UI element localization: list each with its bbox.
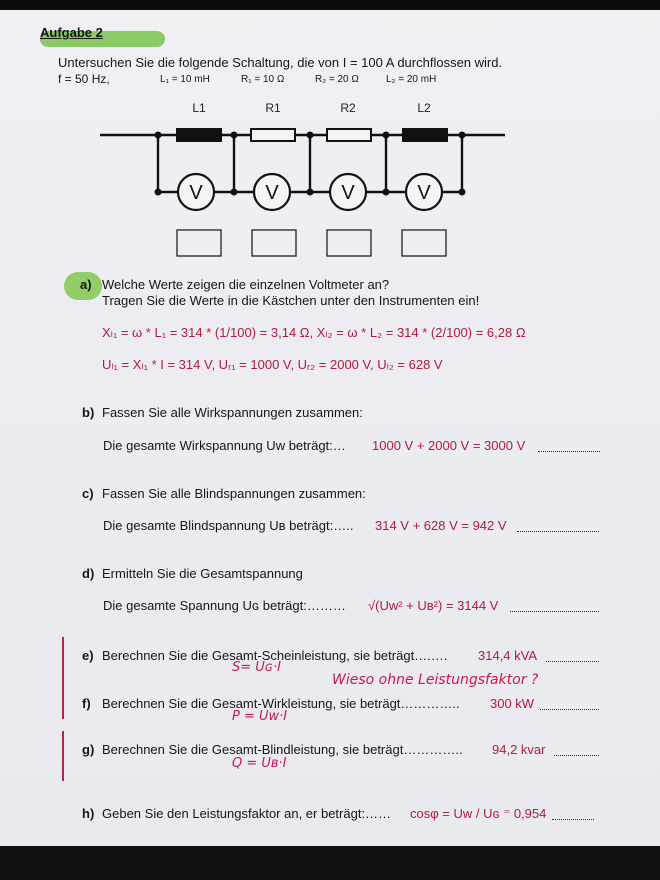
part-a-letter: a) <box>80 277 92 292</box>
circuit-diagram <box>0 95 660 265</box>
part-c-prefix: Die gesamte Blindspannung Uʙ beträgt:….. <box>103 518 354 533</box>
part-b-letter: b) <box>82 405 95 420</box>
part-b-prefix: Die gesamte Wirkspannung Uᴡ beträgt:… <box>103 438 346 453</box>
part-a-question-2: Tragen Sie die Werte in die Kästchen unter den Instrumenten ein! <box>102 293 480 308</box>
part-f-answer: 300 kW <box>490 696 535 711</box>
task-intro: Untersuchen Sie die folgende Schaltung, die von I = 100 A durchflossen wird. <box>58 55 503 70</box>
part-d-letter: d) <box>82 566 95 581</box>
bottom-edge <box>0 846 660 880</box>
part-f-letter: f) <box>82 696 91 711</box>
answer-box-3 <box>327 230 371 256</box>
label-l1: L1 <box>192 101 206 115</box>
part-h-letter: h) <box>82 806 95 821</box>
label-l2: L2 <box>417 101 431 115</box>
resistor-r1 <box>251 129 295 141</box>
part-e-answer: 314,4 kVA <box>478 648 538 663</box>
part-e-letter: e) <box>82 648 94 663</box>
part-b-answer: 1000 V + 2000 V = 3000 V <box>372 438 526 453</box>
part-c-letter: c) <box>82 486 94 501</box>
part-f-question: Berechnen Sie die Gesamt-Wirkleistung, sie beträgt………….. <box>102 696 460 711</box>
task-title: Aufgabe 2 <box>40 25 103 40</box>
part-a-answer-reactance: Xₗ₁ = ω * L₁ = 314 * (1/100) = 3,14 Ω, Xₗ₂ = ω * L₂ = 314 * (2/100) = 6,28 Ω <box>102 325 526 340</box>
part-h-answer: cosφ = Uᴡ / Uɢ ⁼ 0,954 <box>410 806 547 821</box>
part-g-dotted-line <box>554 755 599 756</box>
part-e-question: Berechnen Sie die Gesamt-Scheinleistung, sie beträgt….…. <box>102 648 448 663</box>
part-a-question-1: Welche Werte zeigen die einzelnen Voltmeter an? <box>102 277 390 292</box>
param-r1: R₁ = 10 Ω <box>241 74 285 85</box>
param-l2: L₂ = 20 mH <box>386 74 437 85</box>
part-c-question: Fassen Sie alle Blindspannungen zusammen: <box>102 486 366 501</box>
part-g-handwritten-formula: Q = Uʙ·I <box>232 756 287 771</box>
label-r1: R1 <box>265 101 281 115</box>
voltmeter-4-symbol: V <box>417 182 431 204</box>
part-b-dotted-line <box>538 451 600 452</box>
inductor-l1 <box>176 128 222 142</box>
part-a-answer-voltages: Uₗ₁ = Xₗ₁ * I = 314 V, Uᵣ₁ = 1000 V, Uᵣ₂ = 2000 V, Uₗ₂ = 628 V <box>102 357 443 372</box>
part-b-question: Fassen Sie alle Wirkspannungen zusammen: <box>102 405 363 420</box>
part-g-question: Berechnen Sie die Gesamt-Blindleistung, sie beträgt………….. <box>102 742 463 757</box>
answer-box-2 <box>252 230 296 256</box>
part-c-answer: 314 V + 628 V = 942 V <box>375 518 507 533</box>
resistor-r2 <box>327 129 371 141</box>
part-h-question: Geben Sie den Leistungsfaktor an, er beträgt:…… <box>102 806 392 821</box>
part-e-handwritten-note: Wieso ohne Leistungsfaktor ? <box>332 672 539 688</box>
top-edge <box>0 0 660 10</box>
part-f-handwritten-formula: P = Uᴡ·I <box>232 709 288 724</box>
voltmeter-1-symbol: V <box>189 182 203 204</box>
part-d-prefix: Die gesamte Spannung Uɢ beträgt:……… <box>103 598 346 613</box>
voltmeter-3-symbol: V <box>341 182 355 204</box>
answer-box-4 <box>402 230 446 256</box>
answer-box-1 <box>177 230 221 256</box>
voltmeter-2-symbol: V <box>265 182 279 204</box>
label-r2: R2 <box>340 101 356 115</box>
inductor-l2 <box>402 128 448 142</box>
part-g-letter: g) <box>82 742 95 757</box>
part-c-dotted-line <box>517 531 599 532</box>
param-r2: R₂ = 20 Ω <box>315 74 359 85</box>
part-h-dotted-line <box>552 819 594 820</box>
param-frequency: f = 50 Hz, <box>58 72 110 86</box>
margin-mark-2 <box>62 731 64 781</box>
param-l1: L₁ = 10 mH <box>160 74 210 85</box>
part-e-dotted-line <box>546 661 599 662</box>
part-e-handwritten-formula: S= Uɢ·I <box>232 660 281 675</box>
margin-mark-1 <box>62 637 64 719</box>
part-d-answer: √(Uᴡ² + Uʙ²) = 3144 V <box>368 598 499 613</box>
part-d-dotted-line <box>510 611 599 612</box>
part-f-dotted-line <box>540 709 599 710</box>
part-g-answer: 94,2 kvar <box>492 742 546 757</box>
part-d-question: Ermitteln Sie die Gesamtspannung <box>102 566 303 581</box>
